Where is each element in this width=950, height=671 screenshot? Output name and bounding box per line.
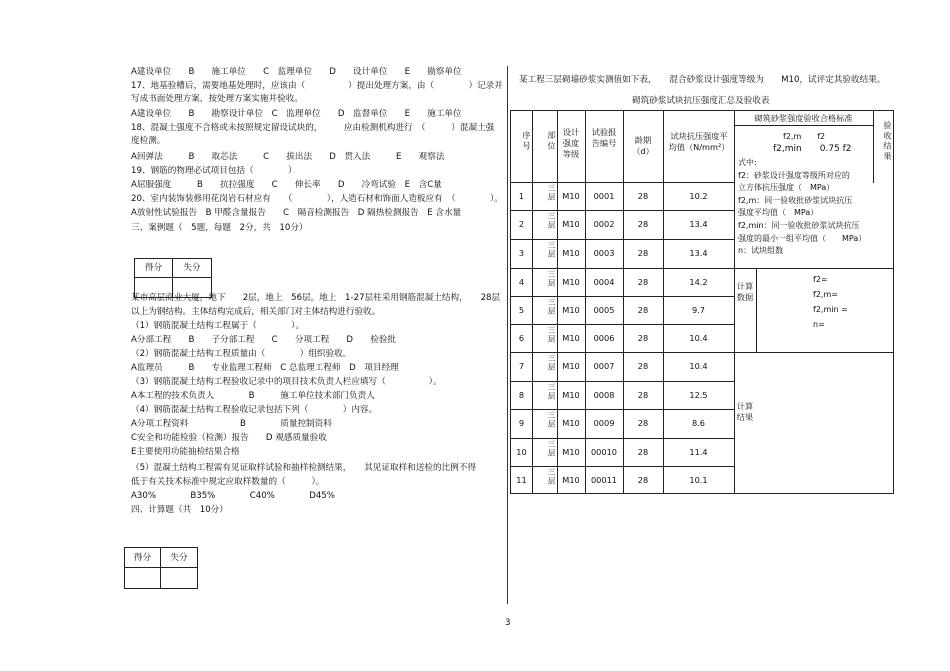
text-line: A30% B35% C40% D45% xyxy=(131,491,335,501)
cell-grade: M10 xyxy=(562,333,580,343)
cell-part: 三层 xyxy=(547,468,556,486)
cell-age: 28 xyxy=(637,447,649,457)
cell-grade: M10 xyxy=(562,277,580,287)
cell-part: 三层 xyxy=(547,383,556,401)
text-line: A分项工程资料 B 质量控制资料 xyxy=(131,419,332,429)
text-line: （2）钢筋混凝土结构工程质量由（ ）组织验收。 xyxy=(131,349,352,359)
text-line: （1）钢筋混凝土结构工程属于（ ）。 xyxy=(131,321,305,331)
cell-part: 三层 xyxy=(547,326,556,344)
cell-no: 9 xyxy=(518,418,525,428)
cell-age: 28 xyxy=(637,191,649,201)
cell-value: 13.4 xyxy=(689,219,708,229)
cell-report: 00011 xyxy=(590,475,618,485)
text-line: 20、室内装饰装修用花岗岩石材应有 （ ），人造石材和饰面人造板应有 （ ）。 xyxy=(131,194,503,204)
cell-grade: M10 xyxy=(562,361,580,371)
cell-no: 8 xyxy=(518,390,525,400)
text-line: （4）钢筋混凝土结构工程验收记录包括下列（ ）内容。 xyxy=(131,405,378,415)
text-line: A建设单位 B 施工单位 C 监理单位 D 设计单位 E 勘察单位 xyxy=(131,67,462,77)
cell-report: 0001 xyxy=(593,191,615,201)
text-line: E主要使用功能抽检结果合格 xyxy=(131,447,240,457)
header-part: 部位 xyxy=(547,131,557,152)
header-age: 龄期（d） xyxy=(632,135,654,156)
mortar-strength-table xyxy=(510,110,894,494)
lost-score-cell xyxy=(161,568,197,588)
cell-report: 0008 xyxy=(593,390,615,400)
text-line: 写成书面处理方案，按处理方案实施并验收。 xyxy=(131,94,303,104)
cell-report: 0002 xyxy=(593,219,615,229)
text-line: A本工程的技术负责人 B 施工单位技术部门负责人 xyxy=(131,391,375,401)
cell-part: 三层 xyxy=(547,184,556,202)
text-line: A放射性试验报告 B 甲醛含量报告 C 隔音检测报告 D 隔热检测报告 E 含水量 xyxy=(131,208,462,218)
cell-value: 10.4 xyxy=(689,361,708,371)
legend-line: f2：砂浆设计强度等级所对应的 xyxy=(738,170,850,180)
cell-grade: M10 xyxy=(562,390,580,400)
text-line: A分部工程 B 子分部工程 C 分项工程 D 检验批 xyxy=(131,335,397,345)
lost-score-cell xyxy=(173,278,211,297)
cell-no: 3 xyxy=(518,248,525,258)
cell-report: 0003 xyxy=(593,248,615,258)
cell-age: 28 xyxy=(637,277,649,287)
cell-report: 0009 xyxy=(593,418,615,428)
cell-part: 三层 xyxy=(547,270,556,288)
calc-line: f2,m= xyxy=(813,290,838,299)
cell-report: 00010 xyxy=(590,447,618,457)
cell-value: 10.2 xyxy=(689,191,708,201)
cell-part: 三层 xyxy=(547,241,556,259)
cell-report: 0004 xyxy=(593,277,615,287)
legend-line: f2,min：同一验收批砂浆试块抗压 xyxy=(738,221,860,230)
text-line: 四、计算题（共 10分） xyxy=(131,505,228,515)
formula-line-1: f2,m f2 xyxy=(783,132,826,141)
text-line: A建设单位 B 勘察设计单位 C 监理单位 D 监督单位 E 施工单位 xyxy=(131,109,462,119)
legend-line: n：试块组数 xyxy=(738,246,784,256)
cell-no: 5 xyxy=(518,305,525,315)
cell-value: 12.5 xyxy=(689,390,708,400)
text-line: 18、混凝土强度不合格或未按照规定留设试块的， 应由检测机构进行 （ ）混凝土强 xyxy=(131,123,495,133)
score-label: 得分 xyxy=(135,259,173,278)
cell-age: 28 xyxy=(637,418,649,428)
legend-line: f2,m：同一验收批砂浆试块抗压 xyxy=(738,195,853,205)
cell-grade: M10 xyxy=(562,418,580,428)
legend-line: 式中: xyxy=(738,158,757,167)
text-line: 三、案例题（ 5题，每题 2分，共 10分） xyxy=(131,223,308,233)
legend-line: 强度平均值（ MPa） xyxy=(738,208,819,218)
text-line: 低于有关技术标准中规定应取样数量的（ ）。 xyxy=(131,477,325,487)
cell-grade: M10 xyxy=(562,475,580,485)
cell-no: 1 xyxy=(518,191,525,201)
cell-part: 三层 xyxy=(547,298,556,316)
cell-age: 28 xyxy=(637,305,649,315)
calc-result-label: 计算结果 xyxy=(736,401,754,422)
cell-no: 10 xyxy=(516,447,527,457)
cell-grade: M10 xyxy=(562,191,580,201)
cell-age: 28 xyxy=(637,219,649,229)
score-cell xyxy=(135,278,173,297)
header-report: 试验报告编号 xyxy=(591,127,617,148)
cell-part: 三层 xyxy=(547,411,556,429)
cell-age: 28 xyxy=(637,390,649,400)
calc-line: n= xyxy=(813,320,825,329)
score-label: 得分 xyxy=(125,548,161,568)
cell-value: 9.7 xyxy=(691,305,706,315)
calc-data-label: 计算数据 xyxy=(736,281,754,302)
text-line: 某市高层商业大厦，地下 2层，地上 56层。地上 1-27层柱采用钢筋混凝土结构， 28层 xyxy=(131,293,501,303)
lost-score-label: 失分 xyxy=(161,548,197,568)
header-strength: 试块抗压强度平均值（N/mm²） xyxy=(668,131,730,152)
cell-part: 三层 xyxy=(547,354,556,372)
cell-no: 2 xyxy=(518,219,525,229)
text-line: A屈服强度 B 抗拉强度 C 伸长率 D 冷弯试验 E 含C量 xyxy=(131,180,442,190)
cell-age: 28 xyxy=(637,333,649,343)
cell-value: 11.4 xyxy=(689,447,708,457)
lost-score-label: 失分 xyxy=(173,259,211,278)
cell-age: 28 xyxy=(637,361,649,371)
text-line: （5）混凝土结构工程需有见证取样试验和抽样检测结果， 其见证取样和送检的比例不得 xyxy=(131,463,476,473)
cell-no: 7 xyxy=(518,361,525,371)
text-line: 19、钢筋的物理必试项目包括（ ） xyxy=(131,166,297,176)
cell-report: 0005 xyxy=(593,305,615,315)
cell-grade: M10 xyxy=(562,248,580,258)
cell-no: 6 xyxy=(518,333,525,343)
calc-line: f2,min = xyxy=(813,305,848,314)
cell-value: 13.4 xyxy=(689,248,708,258)
cell-no: 11 xyxy=(516,475,527,485)
legend-line: 立方体抗压强度（ MPa） xyxy=(738,183,835,193)
text-line: 以上为钢结构。主体结构完成后，相关部门对主体结构进行验收。 xyxy=(131,307,381,317)
score-box-case xyxy=(134,258,212,298)
header-serial: 序号 xyxy=(522,131,532,152)
legend-line: 强度的最小一组平均值（ MPa） xyxy=(738,233,867,243)
header-standard: 砌筑砂浆强度验收合格标准 xyxy=(754,113,853,123)
cell-value: 14.2 xyxy=(689,277,708,287)
calc-line: f2= xyxy=(813,275,828,284)
cell-age: 28 xyxy=(637,248,649,258)
page-number: 3 xyxy=(505,618,511,628)
header-grade: 设计强度等级 xyxy=(562,127,580,159)
cell-value: 10.4 xyxy=(689,333,708,343)
header-result: 验收结果 xyxy=(883,121,893,162)
cell-no: 4 xyxy=(518,277,525,287)
text-line: （3）钢筋混凝土结构工程验收记录中的项目技术负责人栏应填写（ ）。 xyxy=(131,377,442,387)
text-line: A回弹法 B 取芯法 C 拔出法 D 贯入法 E 观察法 xyxy=(131,152,445,162)
column-divider xyxy=(507,66,508,604)
cell-grade: M10 xyxy=(562,219,580,229)
cell-value: 10.1 xyxy=(689,475,708,485)
cell-grade: M10 xyxy=(562,447,580,457)
cell-part: 三层 xyxy=(547,212,556,230)
text-line: A监理员 B 专业监理工程师 C 总监理工程师 D 项目经理 xyxy=(131,363,399,373)
cell-part: 三层 xyxy=(547,440,556,458)
cell-report: 0007 xyxy=(593,361,615,371)
score-box-calc xyxy=(124,547,198,589)
table-title: 砌筑砂浆试块抗压强度汇总及验收表 xyxy=(632,96,770,106)
text-line: C安全和功能检验（检测）报告 D 观感质量验收 xyxy=(131,433,327,443)
formula-line-2: f2,min 0.75 f2 xyxy=(773,144,852,154)
cell-report: 0006 xyxy=(593,333,615,343)
score-cell xyxy=(125,568,161,588)
text-line: 度检测。 xyxy=(131,136,166,146)
calc-question-text: 某工程三层砌墙砂浆实测值如下表， 混合砂浆设计强度等级为 M10，试评定其验收结果。 xyxy=(519,75,886,85)
cell-age: 28 xyxy=(637,475,649,485)
text-line: 17、地基验槽后，需要地基处理时，应该由（ ）提出处理方案，由（ ）记录并 xyxy=(131,81,503,91)
cell-grade: M10 xyxy=(562,305,580,315)
cell-value: 8.6 xyxy=(691,418,706,428)
